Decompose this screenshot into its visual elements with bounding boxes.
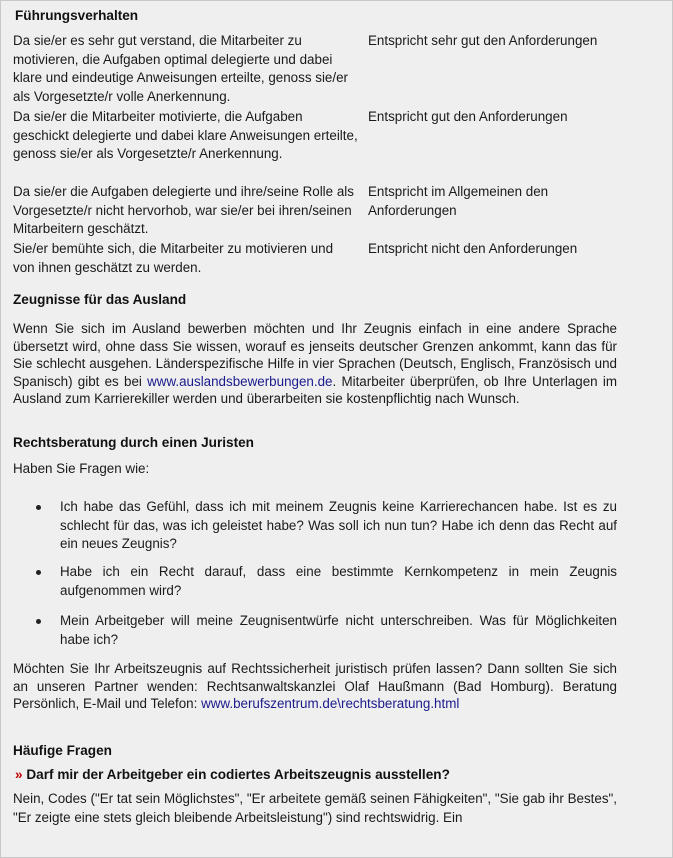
auslandsbewerbungen-link[interactable]: www.auslandsbewerbungen.de bbox=[147, 373, 333, 389]
rating-grade: Entspricht sehr gut den Anforderungen bbox=[368, 33, 598, 48]
abroad-paragraph bbox=[13, 320, 617, 408]
question-text: Ich habe das Gefühl, dass ich mit meinem Zeugnis keine Karrierechancen habe. Ist es zu schlecht für das, was ich geleistet habe? Was soll ich nun tun? Habe ich denn das Recht auf ein neues Zeugnis? bbox=[60, 499, 617, 551]
rating-statement: Da sie/er es sehr gut verstand, die Mitarbeiter zu motivieren, die Aufgaben optimal delegierte und dabei klare und eindeutige Anweisungen erteilte, genoss sie/er als Vorgesetzte/r volle Anerkennung. bbox=[13, 33, 348, 104]
chevron-right-icon: » bbox=[15, 767, 23, 782]
abroad-heading: Zeugnisse für das Ausland bbox=[13, 292, 187, 307]
faq-answer: Nein, Codes ("Er tat sein Möglichstes", "Er arbeitete gemäß seinen Fähigkeiten", "Sie gab ihr Bestes", "Er zeigte eine stets gleich bleibende Arbeitsleistung") sind rechtswidrig. Ein bbox=[13, 791, 617, 825]
legal-heading: Rechtsberatung durch einen Juristen bbox=[13, 435, 254, 450]
rating-statement: Sie/er bemühte sich, die Mitarbeiter zu motivieren und von ihnen geschätzt zu werden. bbox=[13, 241, 334, 275]
question-text: Habe ich ein Recht darauf, dass eine bestimmte Kernkompetenz in mein Zeugnis aufgenommen wird? bbox=[60, 564, 617, 598]
leadership-heading: Führungsverhalten bbox=[15, 8, 139, 23]
rating-statement: Da sie/er die Aufgaben delegierte und ihre/seine Rolle als Vorgesetzte/r nicht hervorhob, war sie/er bei ihren/seinen Mitarbeitern geschätzt. bbox=[13, 184, 354, 236]
bullet-icon bbox=[36, 619, 41, 624]
faq-question-text: Darf mir der Arbeitgeber ein codiertes Arbeitszeugnis ausstellen? bbox=[26, 767, 450, 782]
faq-question[interactable] bbox=[15, 766, 619, 784]
rating-grade: Entspricht gut den Anforderungen bbox=[368, 109, 568, 124]
rating-grade: Entspricht im Allgemeinen den Anforderungen bbox=[368, 184, 549, 218]
rating-grade: Entspricht nicht den Anforderungen bbox=[368, 241, 578, 256]
bullet-icon bbox=[36, 570, 41, 575]
legal-intro: Haben Sie Fragen wie: bbox=[13, 461, 150, 476]
rechtsberatung-link[interactable]: www.berufszentrum.de\rechtsberatung.html bbox=[201, 696, 460, 712]
legal-outro-text: Möchten Sie Ihr Arbeitszeugnis auf Rechtssicherheit juristisch prüfen lassen? Dann sollten Sie sich an unseren Partner wenden: Rechtsanwaltskanzlei Olaf Haußmann (Bad Homburg). Beratung Persönlich, E-Mail und Telefon: bbox=[13, 661, 617, 712]
abroad-text: Wenn Sie sich im Ausland bewerben möchten und Ihr Zeugnis einfach in eine andere Sprache übersetzt wird, ohne dass Sie wissen, worauf es jenseits deutscher Grenzen ankommt, kann das für Sie schlecht ausgehen. Länderspezifische Hilfe in vier Sprachen (Deutsch, Englisch, Französisch und Spanisch) gibt es bei bbox=[13, 321, 617, 389]
rating-statement: Da sie/er die Mitarbeiter motivierte, die Aufgaben geschickt delegierte und dabei klare Anweisungen erteilte, genoss sie/er als Vorgesetzte/r Anerkennung. bbox=[13, 109, 358, 161]
question-text: Mein Arbeitgeber will meine Zeugnisentwürfe nicht unterschreiben. Was für Möglichkeiten habe ich? bbox=[60, 613, 617, 647]
bullet-icon bbox=[36, 505, 41, 510]
legal-outro bbox=[13, 660, 617, 713]
abroad-text-end: . Mitarbeiter überprüfen, ob Ihre Unterlagen im Ausland zum Karrierekiller werden und überarbeiten sie kostenpflichtig nach Wunsch. bbox=[13, 373, 617, 407]
faq-heading: Häufige Fragen bbox=[13, 743, 112, 758]
